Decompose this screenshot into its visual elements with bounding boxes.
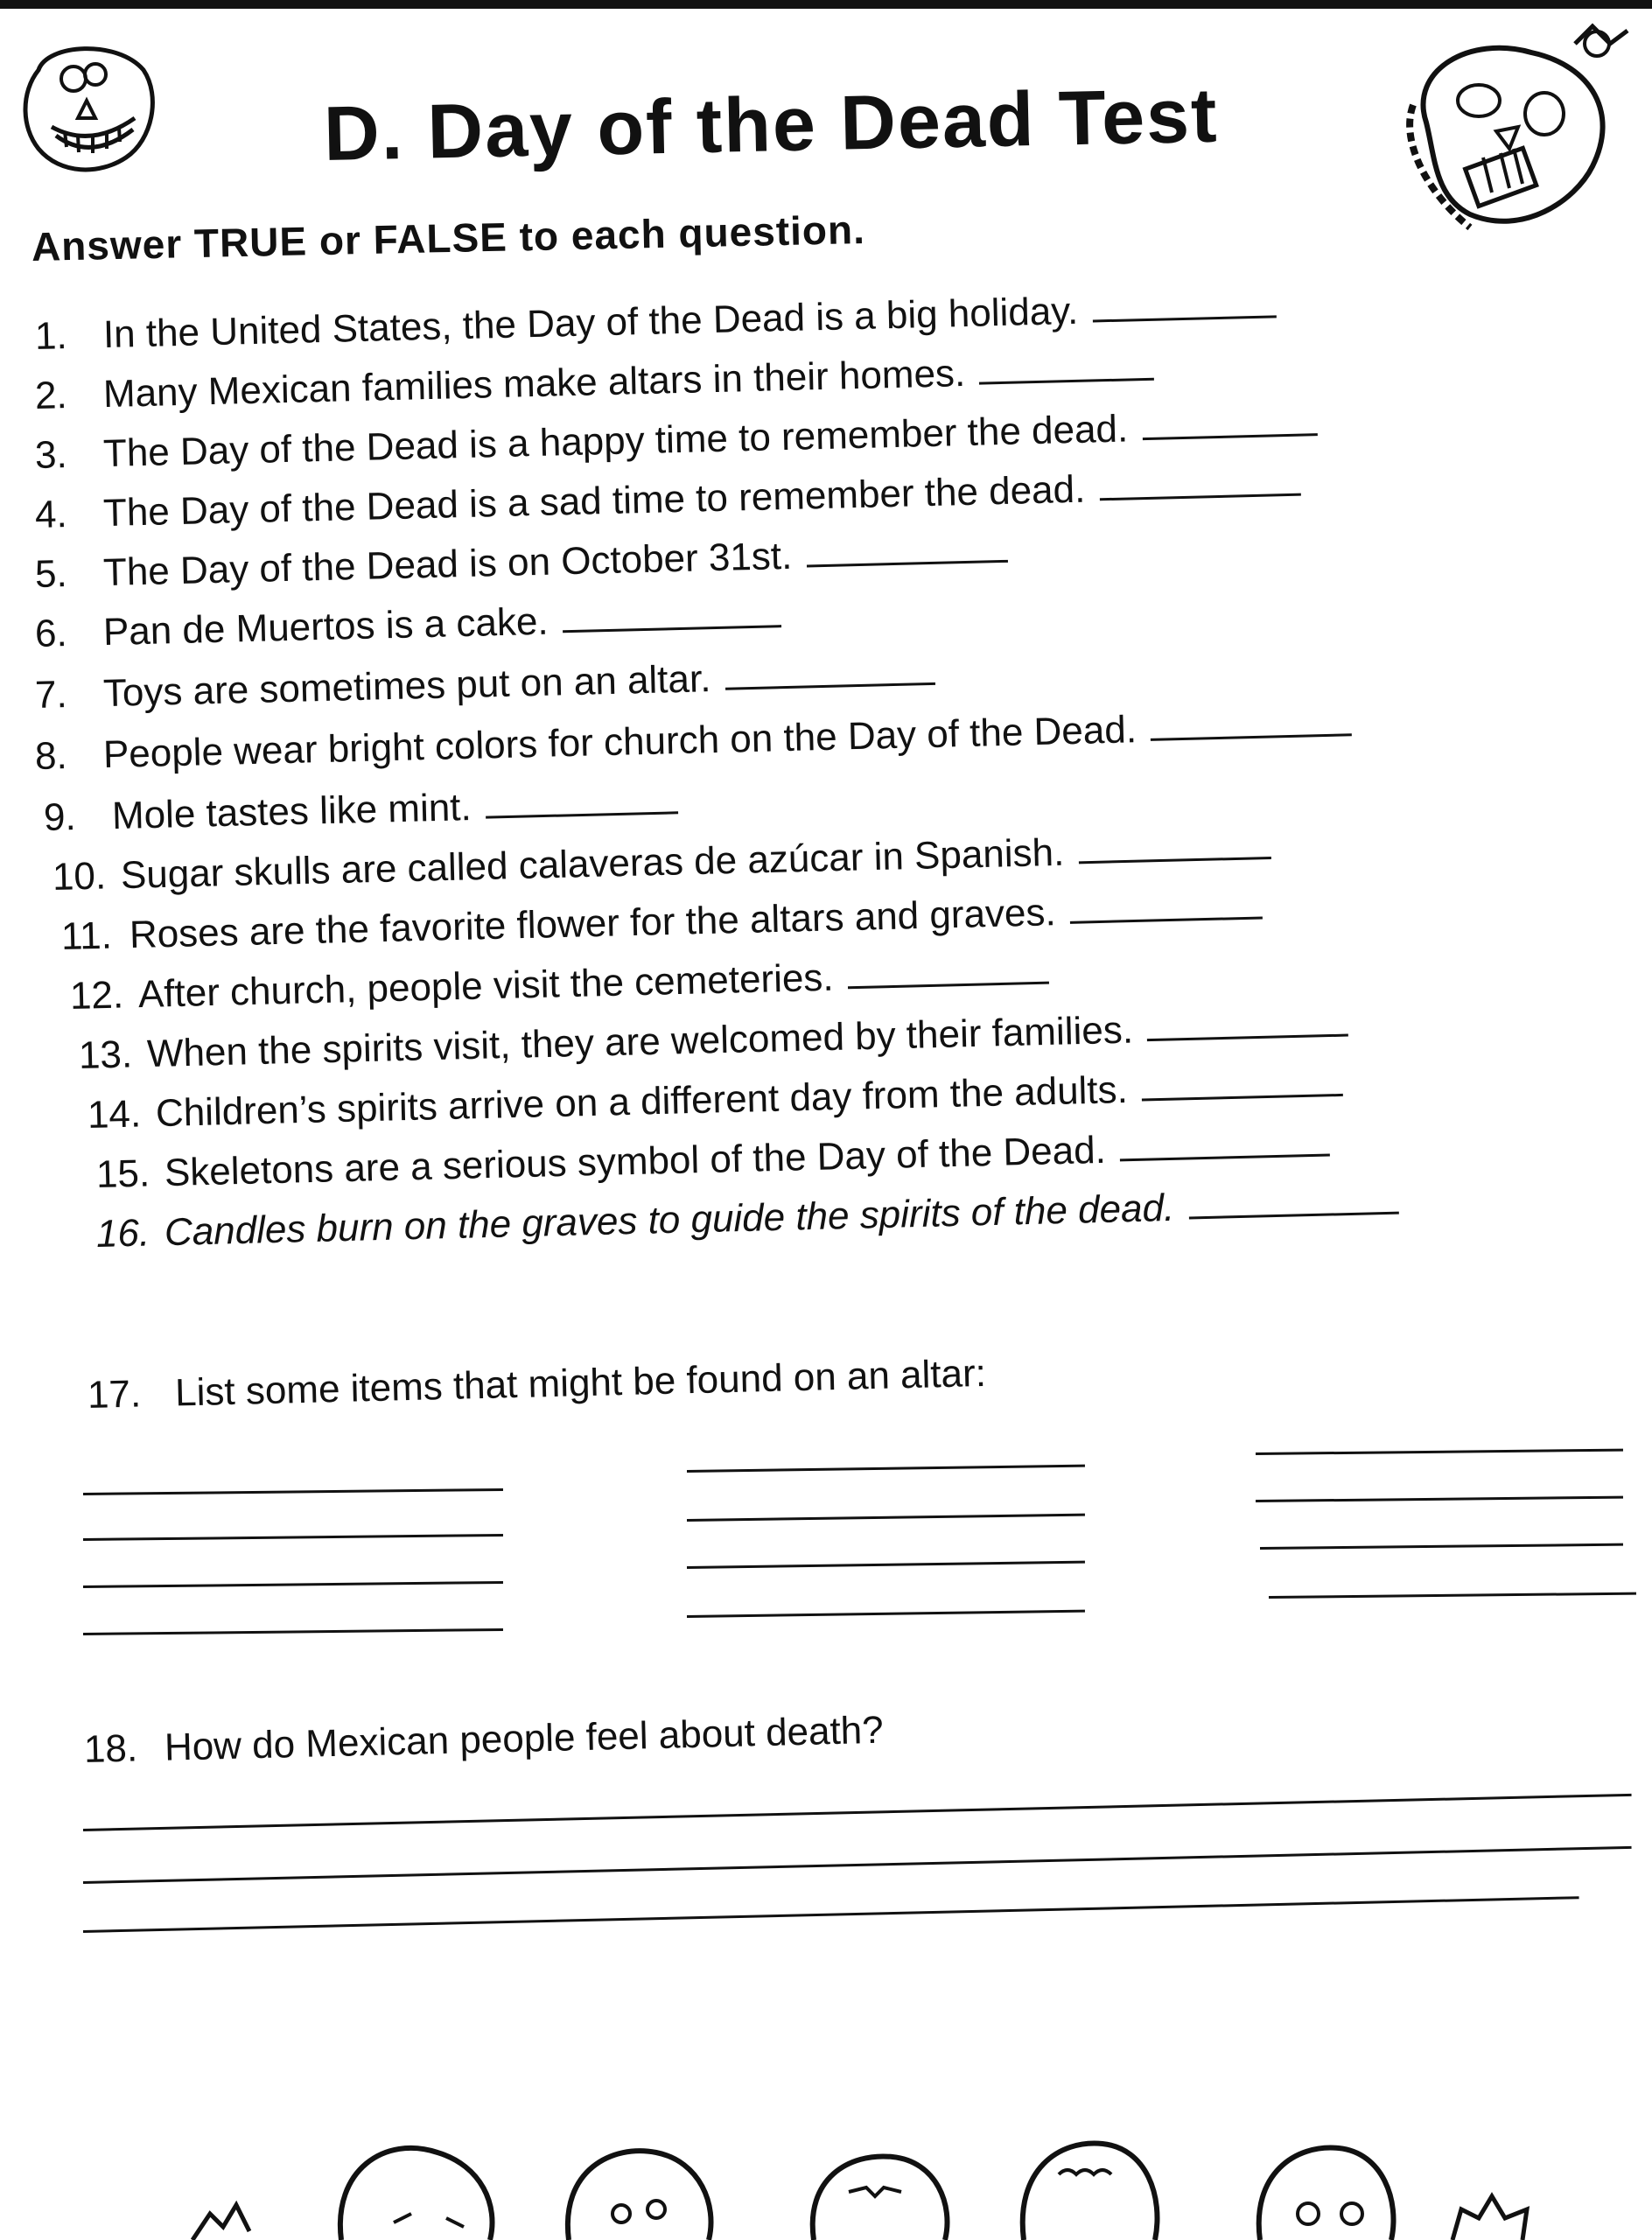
- question-4: [34, 463, 1300, 537]
- question-text: People wear bright colors for church on the Day of the Dead.: [102, 708, 1138, 777]
- question-number: 5.: [34, 552, 68, 596]
- question-number: 1.: [34, 314, 68, 358]
- question-number: 12.: [69, 973, 124, 1018]
- question-number: 17.: [87, 1372, 142, 1417]
- question-text: Many Mexican families make altars in their homes.: [102, 352, 966, 416]
- question-number: 2.: [34, 374, 68, 417]
- question-number: 8.: [34, 734, 68, 778]
- question-number: 11.: [60, 914, 113, 958]
- answer-blank[interactable]: [979, 378, 1154, 385]
- question-9: [43, 780, 678, 840]
- question-number: 18.: [83, 1726, 138, 1771]
- question-number: 14.: [87, 1092, 142, 1137]
- question-number: 15.: [95, 1152, 150, 1196]
- question-text: Candles burn on the graves to guide the spirits of the dead.: [164, 1186, 1175, 1255]
- question-text: The Day of the Dead is on October 31st.: [102, 534, 793, 595]
- question-number: 7.: [34, 673, 68, 717]
- question-number: 6.: [34, 612, 68, 655]
- question-text: The Day of the Dead is a sad time to remember the dead.: [102, 467, 1086, 536]
- question-15: [95, 1124, 1330, 1197]
- answer-blank[interactable]: [1070, 916, 1263, 923]
- answer-blank[interactable]: [1120, 1154, 1330, 1162]
- instructions: Answer TRUE or FALSE to each question.: [31, 206, 866, 270]
- question-number: 13.: [78, 1032, 133, 1077]
- answer-blank[interactable]: [1147, 1034, 1348, 1042]
- question-11: [60, 886, 1263, 959]
- question-16: [95, 1181, 1398, 1256]
- question-number: 3.: [34, 433, 68, 477]
- question-text: Skeletons are a serious symbol of the Day of the Dead.: [164, 1128, 1107, 1195]
- question-text: After church, people visit the cemeteries.: [137, 956, 835, 1017]
- question-text: Roses are the favorite flower for the altars and graves.: [129, 891, 1057, 957]
- question-7: [34, 652, 934, 718]
- question-text: In the United States, the Day of the Dead is a big holiday.: [102, 289, 1079, 357]
- question-text: When the spirits visit, they are welcomed by their families.: [146, 1008, 1134, 1076]
- answer-blank[interactable]: [563, 625, 781, 633]
- question-6: [34, 594, 781, 656]
- answer-blank[interactable]: [725, 682, 935, 690]
- question-1: [34, 284, 1276, 359]
- answer-blank[interactable]: [486, 811, 678, 818]
- page-title: D. Day of the Dead Test: [323, 71, 1220, 178]
- question-10: [52, 826, 1270, 900]
- answer-blank[interactable]: [1142, 1094, 1343, 1102]
- question-number: 4.: [34, 493, 68, 536]
- question-text: Children’s spirits arrive on a different day from the adults.: [155, 1068, 1129, 1136]
- question-number: 16.: [95, 1211, 150, 1256]
- question-14: [87, 1063, 1343, 1138]
- question-number: 9.: [43, 795, 77, 839]
- question-text: How do Mexican people feel about death?: [164, 1708, 885, 1769]
- answer-blank[interactable]: [1099, 494, 1300, 501]
- question-2: [34, 347, 1154, 418]
- question-text: List some items that might be found on an altar:: [174, 1351, 987, 1415]
- answer-blank[interactable]: [848, 982, 1049, 990]
- question-text: The Day of the Dead is a happy time to remember the dead.: [102, 407, 1129, 476]
- question-text: Sugar skulls are called calaveras de azúcar in Spanish.: [120, 830, 1065, 898]
- row-of-sugar-skulls-icon: [175, 2118, 1652, 2240]
- answer-blank[interactable]: [807, 560, 1008, 568]
- answer-blank[interactable]: [1142, 433, 1317, 440]
- answer-blank[interactable]: [1092, 315, 1276, 322]
- question-8: [34, 703, 1352, 779]
- question-text: Pan de Muertos is a cake.: [102, 599, 550, 654]
- question-12: [69, 951, 1049, 1018]
- answer-blank[interactable]: [1151, 733, 1352, 741]
- question-5: [34, 529, 1007, 597]
- question-number: 10.: [52, 854, 107, 899]
- question-text: Mole tastes like mint.: [111, 786, 472, 838]
- question-text: Toys are sometimes put on an altar.: [102, 657, 711, 716]
- answer-blank[interactable]: [1188, 1212, 1398, 1220]
- answer-blank[interactable]: [1078, 857, 1270, 864]
